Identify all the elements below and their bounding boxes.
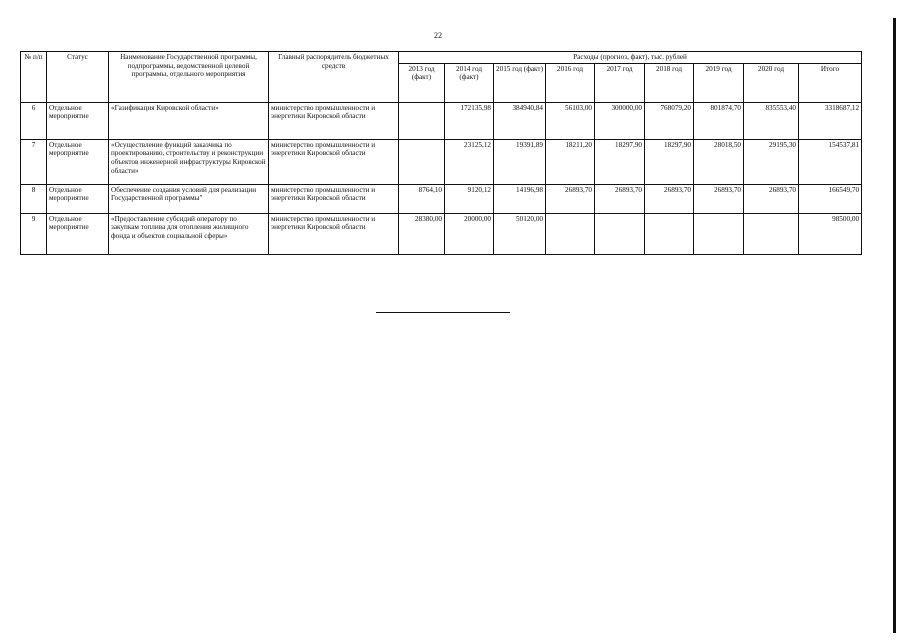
value-cell [645,213,694,254]
value-cell: 8764,10 [399,184,445,213]
value-cell: 26893,70 [595,184,645,213]
value-cell [595,213,645,254]
value-cell: 9120,12 [445,184,494,213]
year-header: 2014 год (факт) [445,63,494,102]
value-cell: 26893,70 [546,184,595,213]
value-cell: 26893,70 [694,184,744,213]
value-cell [744,213,799,254]
year-header: 2018 год [645,63,694,102]
value-cell: 23125,12 [445,139,494,184]
header-name: Наименование Государственной программы, подпрограммы, ведомственной целевой программы, отдельного мероприятия [109,52,269,103]
value-cell: 20000,00 [445,213,494,254]
value-cell [399,102,445,139]
row-name: Обеспечение создания условий для реализации Государственной программы" [109,184,269,213]
table-row [21,139,862,184]
total-cell: 154537,81 [799,139,862,184]
row-status: Отдельное мероприятие [47,213,109,254]
value-cell: 172135,98 [445,102,494,139]
value-cell: 28018,50 [694,139,744,184]
row-status: Отдельное мероприятие [47,102,109,139]
value-cell: 300000,00 [595,102,645,139]
year-header: 2019 год [694,63,744,102]
header-num: № п/п [21,52,47,103]
row-name: «Газификация Кировской области» [109,102,269,139]
value-cell [546,213,595,254]
row-name: «Осуществление функций заказчика по проектированию, строительству и реконструкции объектов инженерной инфраструктуры Кировской области» [109,139,269,184]
row-admin: министерство промышленности и энергетики Кировской области [269,139,399,184]
header-admin: Главный распорядитель бюджетных средств [269,52,399,103]
year-header: 2015 год (факт) [494,63,546,102]
header-expenses: Расходы (прогноз, факт), тыс. рублей [399,52,862,64]
value-cell [694,213,744,254]
page-edge-bar [893,18,896,633]
row-admin: министерство промышленности и энергетики Кировской области [269,184,399,213]
value-cell: 835553,40 [744,102,799,139]
page-number: 22 [434,31,442,40]
value-cell: 50120,00 [494,213,546,254]
row-admin: министерство промышленности и энергетики Кировской области [269,102,399,139]
value-cell: 18211,20 [546,139,595,184]
value-cell: 14196,98 [494,184,546,213]
budget-table [20,51,862,255]
value-cell: 801874,70 [694,102,744,139]
year-header: 2016 год [546,63,595,102]
value-cell [399,139,445,184]
value-cell: 18297,90 [645,139,694,184]
row-name: «Предоставление субсидий оператору по закупкам топлива для отопления жилищного фонда и объектов социальной сферы» [109,213,269,254]
value-cell: 29195,30 [744,139,799,184]
header-status: Статус [47,52,109,103]
value-cell: 384940,84 [494,102,546,139]
row-admin: министерство промышленности и энергетики Кировской области [269,213,399,254]
table-row [21,184,862,213]
value-cell: 768079,20 [645,102,694,139]
separator-line [376,312,510,313]
value-cell: 26893,70 [645,184,694,213]
table-row [21,213,862,254]
value-cell: 19391,89 [494,139,546,184]
total-cell: 166549,70 [799,184,862,213]
header-row [21,52,862,64]
value-cell: 26893,70 [744,184,799,213]
value-cell: 18297,90 [595,139,645,184]
total-cell: 98500,00 [799,213,862,254]
year-header: 2017 год [595,63,645,102]
year-header: 2013 год (факт) [399,63,445,102]
value-cell: 56103,00 [546,102,595,139]
row-status: Отдельное мероприятие [47,184,109,213]
row-num: 9 [21,213,47,254]
row-num: 6 [21,102,47,139]
table-row [21,102,862,139]
row-num: 7 [21,139,47,184]
row-status: Отдельное мероприятие [47,139,109,184]
row-num: 8 [21,184,47,213]
total-cell: 3318687,12 [799,102,862,139]
year-header: 2020 год [744,63,799,102]
value-cell: 28380,00 [399,213,445,254]
total-header: Итого [799,63,862,102]
